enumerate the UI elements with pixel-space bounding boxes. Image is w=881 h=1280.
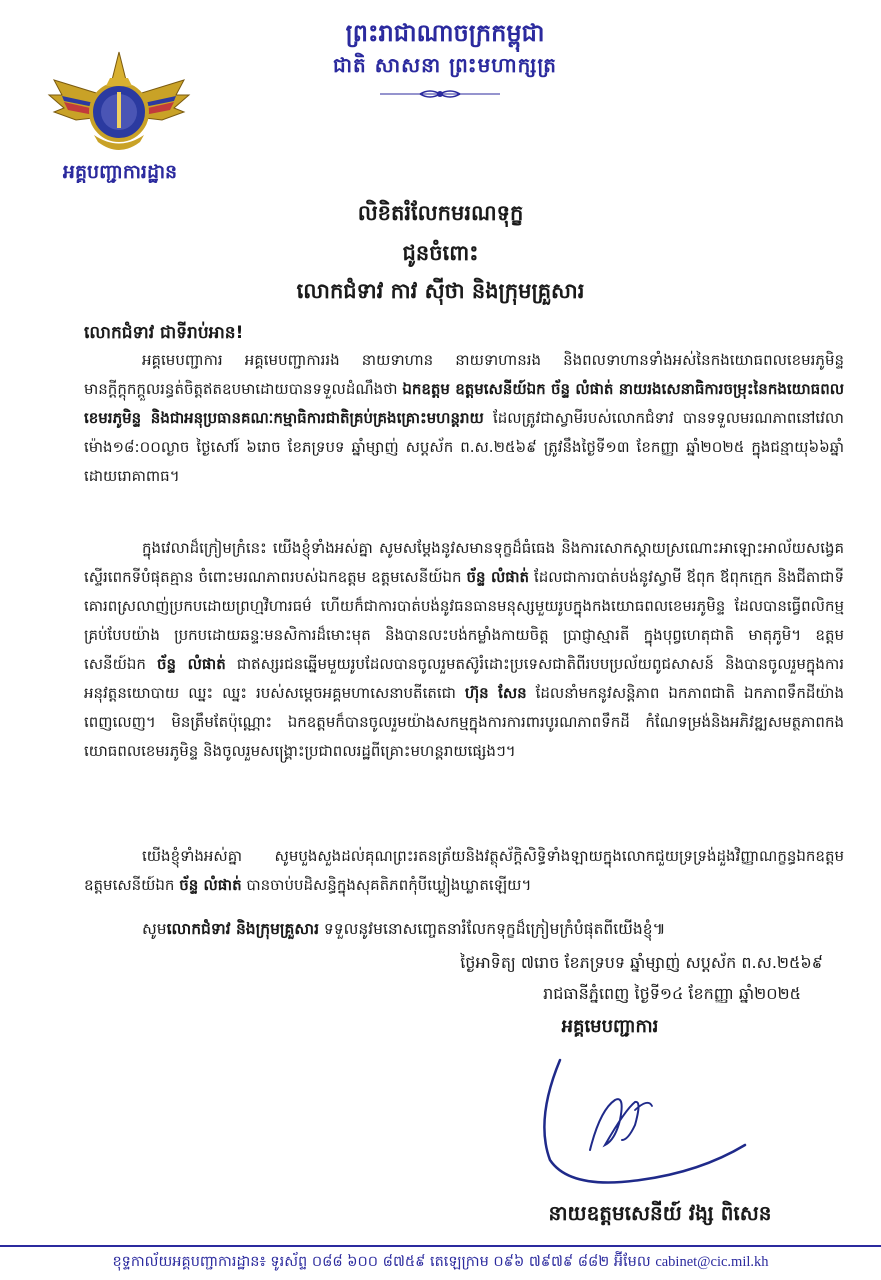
national-motto: ជាតិ សាសនា ព្រះមហាក្សត្រ — [333, 53, 557, 77]
paragraph-1-text-a: អគ្គមេបញ្ជាការ អគ្គមេបញ្ជាការរង នាយទាហាន នាយទាហានរង និងពលទាហានទាំងអស់នៃកងយោធពលខេមរភូមិន្ទ មានក្តីក្តុកក្តួលរន្ធត់ចិត្តឥតឧបមាដោយបានទទួលដំណឹងថា — [84, 351, 844, 398]
paragraph-1 — [84, 346, 844, 491]
letter-recipient: លោកជំទាវ កាវ ស៊ីថា និងក្រុមគ្រួសារ — [296, 279, 585, 303]
paragraph-2 — [84, 534, 844, 766]
kingdom-heading: ព្រះរាជាណាចក្រកម្ពុជា — [345, 19, 545, 47]
paragraph-4 — [142, 915, 862, 944]
footer-contact — [0, 1253, 881, 1274]
paragraph-2-bold-name-2: ច័ន្ទ លំផាត់ — [157, 655, 226, 673]
signer-name: នាយឧត្តមសេនីយ៍ វង្ស ពិសេន — [548, 1201, 772, 1225]
paragraph-2-bold-name-1: ច័ន្ទ លំផាត់ — [466, 568, 530, 586]
paragraph-3-bold-name: ច័ន្ទ លំផាត់ — [179, 876, 242, 894]
paragraph-1-text-c: ដែលត្រូវជាស្វាមីរបស់លោកជំទាវ បានទទួលមរណភាពនៅវេលាម៉ោង១៨:០០ល្ងាច ថ្ងៃសៅរ៍ ៦រោច ខែភទ្របទ ឆ្នាំម្សាញ់ សប្តស័ក ព.ស.២៥៦៩ ត្រូវនឹងថ្ងៃទី១៣ ខែកញ្ញា ឆ្នាំ២០២៥ ក្នុងជន្មាយុ៦៦ឆ្នាំ ដោយរោគាពាធ។ — [84, 409, 844, 485]
paragraph-4-text-a: សូម — [142, 920, 167, 938]
footer-email-link[interactable]: cabinet@cic.mil.kh — [655, 1254, 769, 1270]
paragraph-2-bold-name-3: ហ៊ុន សែន — [464, 684, 527, 702]
salutation: លោកជំទាវ ជាទីរាប់អាន! — [84, 323, 244, 343]
paragraph-1-bold-name: ឯកឧត្តម ឧត្តមសេនីយ៍ឯក ច័ន្ទ លំផាត់ នាយរងសេនាធិការចម្រុះនៃកងយោធពលខេមរភូមិន្ទ និងជាអនុប្រធានគណៈកម្មាធិការជាតិគ្រប់គ្រងគ្រោះមហន្តរាយ — [84, 380, 845, 427]
paragraph-2-text-e: ជាឥស្សរជនឆ្នើមមួយរូបដែលបានចូលរួមតស៊ូរំដោះប្រទេសជាតិពីរបបប្រល័យពូជសាសន៍ និងបានចូលរួមក្នុងការអនុវត្តនយោបាយ ឈ្នះ ឈ្នះ របស់សម្តេចអគ្គមហាសេនាបតីតេជោ — [84, 655, 844, 702]
ornament-divider-icon — [380, 86, 500, 102]
paragraph-2-text-a: ក្នុងវេលាដ៏ក្រៀមក្រំនេះ យើងខ្ញុំទាំងអស់គ្នា សូមសម្តែងនូវសមានទុក្ខដ៏ធំធេង និងការសោកស្តាយស្រណោះអាឡោះអាល័យសង្វេគស្ទើរពេកទីបំផុតគ្មាន ចំពោះមរណភាពរបស់ឯកឧត្តម ឧត្តមសេនីយ៍ឯក — [84, 539, 844, 586]
place-and-date: រាជធានីភ្នំពេញ ថ្ងៃទី១៤ ខែកញ្ញា ឆ្នាំ២០២៥ — [543, 984, 801, 1003]
letter-addressed-to: ជូនចំពោះ — [402, 241, 479, 265]
military-emblem-icon — [44, 40, 194, 160]
paragraph-3-text-c: បានចាប់បដិសន្ធិក្នុងសុគតិភពកុំបីឃ្លៀងឃ្លាតឡើយ។ — [241, 876, 532, 894]
footer-contact-text: ខុទ្ទកាល័យអគ្គបញ្ជាការដ្ឋាន៖ ទូរស័ព្ទ ០៨៨ ៦០០ ៨៧៥៩ តេឡេក្រាម ០៩៦ ៧៩៧៩ ៨៨២ អ៊ីមែល — [112, 1254, 656, 1270]
paragraph-3-text-a: យើងខ្ញុំទាំងអស់គ្នា សូមបួងសួងដល់គុណព្រះរតនត្រ័យនិងវត្ថុស័ក្តិសិទ្ធិទាំងឡាយក្នុងលោកជួយទ្រទ្រង់ដួងវិញ្ញាណក្ខន្ធឯកឧត្តម ឧត្តមសេនីយ៍ឯក — [84, 847, 844, 894]
paragraph-2-text-c: ដែលជាការបាត់បង់នូវស្វាមី ឪពុក ឪពុកក្មេក និងជីតាជាទីគោរពស្រលាញ់ប្រកបដោយព្រហ្មវិហារធម៌ ហើយក៏ជាការបាត់បង់នូវធនធានមនុស្សមួយរូបក្នុងកងយោធពលខេមរភូមិន្ទ ដែលបានធ្វើពលិកម្មគ្រប់បែបយ៉ាង ប្រកបដោយឆន្ទៈមនសិការដ៏មោះមុត និងបានលះបង់កម្លាំងកាយចិត្ត ប្រាជ្ញាស្មារតី ក្នុងបុព្វហេតុជាតិ មាតុភូមិ។ ឧត្តមសេនីយ៍ឯក — [84, 568, 844, 673]
footer-divider — [0, 1245, 881, 1247]
paragraph-3 — [84, 842, 844, 900]
paragraph-4-text-c: ទទួលនូវមនោសញ្ចេតនារំលែកទុក្ខដ៏ក្រៀមក្រំបំផុតពីយើងខ្ញុំ៕ — [318, 920, 666, 938]
paragraph-4-bold-recipient: លោកជំទាវ និងក្រុមគ្រួសារ — [166, 920, 319, 938]
paragraph-2-text-g: ដែលនាំមកនូវសន្តិភាព ឯកភាពជាតិ ឯកភាពទឹកដីយ៉ាងពេញលេញ។ មិនត្រឹមតែប៉ុណ្ណោះ ឯកឧត្តមក៏បានចូលរួមយ៉ាងសកម្មក្នុងការការពារបូរណភាពទឹកដី កំណែទម្រង់និងអភិវឌ្ឍសមត្ថភាពកងយោធពលខេមរភូមិន្ទ និងចូលរួមសង្គ្រោះប្រជាពលរដ្ឋពីគ្រោះមហន្តរាយផ្សេងៗ។ — [84, 684, 844, 760]
handwritten-signature — [530, 1040, 760, 1200]
letter-title: លិខិតរំលែកមរណទុក្ខ — [357, 201, 524, 225]
department-name: អគ្គបញ្ជាការដ្ឋាន — [62, 161, 178, 183]
lunar-date: ថ្ងៃអាទិត្យ ៧រោច ខែភទ្របទ ឆ្នាំម្សាញ់ សប្តស័ក ព.ស.២៥៦៩ — [460, 953, 823, 972]
signer-title: អគ្គមេបញ្ជាការ — [561, 1016, 659, 1037]
